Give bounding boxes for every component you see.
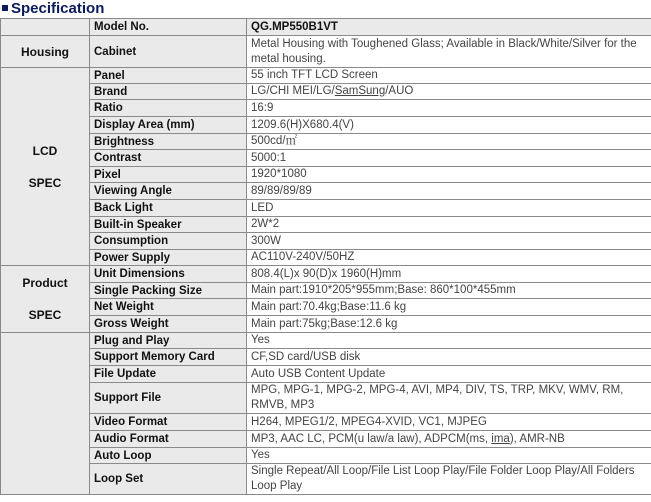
category-lcd-line2: SPEC (28, 175, 62, 190)
table-row (1, 134, 651, 150)
section-title (2, 0, 104, 18)
spec-value: Single Repeat/All Loop/File List Loop Play/File Folder Loop Play/All Folders Loop Play (247, 464, 651, 495)
spec-value (247, 431, 651, 448)
table-row (1, 383, 651, 414)
table-row (1, 117, 651, 134)
header-corner-cell (1, 19, 90, 36)
spec-value: 1209.6(H)X680.4(V) (247, 117, 651, 134)
spec-value: AC110V-240V/50HZ (247, 250, 651, 266)
spec-value: 89/89/89/89 (247, 183, 651, 200)
table-row (1, 36, 651, 68)
spec-key: Consumption (90, 233, 247, 250)
spec-key: File Update (90, 366, 247, 383)
spec-key: Viewing Angle (90, 183, 247, 200)
category-product-line1: Product (22, 276, 68, 290)
table-row (1, 431, 651, 448)
audio-part-1: MP3, AAC LC, PCM(u law/a law), ADPCM(ms, (251, 432, 492, 445)
table-row (1, 183, 651, 200)
table-header-row (1, 19, 651, 36)
spec-key: Loop Set (90, 464, 247, 495)
table-row (1, 84, 651, 100)
spec-value: Auto USB Content Update (247, 366, 651, 383)
specification-table (0, 18, 651, 495)
brand-part-2: SamSung (334, 85, 386, 97)
table-row (1, 366, 651, 383)
spec-key: Pixel (90, 167, 247, 183)
spec-key: Gross Weight (90, 316, 247, 333)
table-row (1, 349, 651, 366)
spec-value: 500cd/㎡ (247, 134, 651, 150)
table-row (1, 100, 651, 117)
spec-value (247, 84, 651, 100)
spec-key: Net Weight (90, 299, 247, 316)
spec-key: Panel (90, 68, 247, 84)
model-value: QG.MP550B1VT (247, 19, 651, 36)
table-row (1, 299, 651, 316)
spec-key: Auto Loop (90, 448, 247, 464)
spec-key: Video Format (90, 414, 247, 431)
spec-key: Power Supply (90, 250, 247, 266)
spec-value: Main part:70.4kg;Base:11.6 kg (247, 299, 651, 316)
table-row (1, 448, 651, 464)
spec-key: Support File (90, 383, 247, 414)
spec-key: Audio Format (90, 431, 247, 448)
spec-key: Cabinet (90, 36, 247, 68)
spec-key: Plug and Play (90, 333, 247, 349)
table-row (1, 333, 651, 349)
spec-value: 808.4(L)x 90(D)x 1960(H)mm (247, 266, 651, 283)
spec-value: LED (247, 200, 651, 217)
spec-value: Metal Housing with Toughened Glass; Available in Black/White/Silver for the metal housing. (247, 36, 651, 68)
category-product-line2: SPEC (28, 308, 62, 322)
table-row (1, 167, 651, 183)
spec-value: H264, MPEG1/2, MPEG4-XVID, VC1, MJPEG (247, 414, 651, 431)
category-functions (1, 333, 90, 495)
category-housing: Housing (1, 36, 90, 68)
spec-value: Main part:75kg;Base:12.6 kg (247, 316, 651, 333)
spec-value: Yes (247, 448, 651, 464)
spec-key: Support Memory Card (90, 349, 247, 366)
table-row (1, 217, 651, 233)
spec-value: 300W (247, 233, 651, 250)
spec-key: Brand (90, 84, 247, 100)
spec-value: Main part:1910*205*955mm;Base: 860*100*455mm (247, 283, 651, 299)
brand-part-3: /AUO (385, 85, 414, 97)
audio-part-2: ima (491, 432, 510, 445)
category-lcd (1, 68, 90, 266)
audio-part-3: ), AMR-NB (509, 432, 565, 445)
table-row (1, 250, 651, 266)
table-row (1, 283, 651, 299)
spec-value: 16:9 (247, 100, 651, 117)
table-row (1, 200, 651, 217)
spec-key: Display Area (mm) (90, 117, 247, 134)
brand-part-1: LG/CHI MEI/LG/ (251, 85, 335, 97)
section-title-text: Specification (11, 0, 105, 17)
spec-value: 55 inch TFT LCD Screen (247, 68, 651, 84)
square-bullet-icon (2, 5, 8, 11)
table-row (1, 68, 651, 84)
spec-key: Unit Dimensions (90, 266, 247, 283)
model-label: Model No. (90, 19, 247, 36)
table-row (1, 233, 651, 250)
category-lcd-line1: LCD (32, 143, 58, 158)
table-row (1, 316, 651, 333)
spec-value: 1920*1080 (247, 167, 651, 183)
spec-key: Back Light (90, 200, 247, 217)
spec-value: 2W*2 (247, 217, 651, 233)
spec-key: Contrast (90, 150, 247, 167)
spec-value: 5000:1 (247, 150, 651, 167)
spec-key: Single Packing Size (90, 283, 247, 299)
spec-value: CF,SD card/USB disk (247, 349, 651, 366)
category-product (1, 266, 90, 333)
spec-key: Brightness (90, 134, 247, 150)
spec-key: Ratio (90, 100, 247, 117)
spec-value: MPG, MPG-1, MPG-2, MPG-4, AVI, MP4, DIV, TS, TRP, MKV, WMV, RM, RMVB, MP3 (247, 383, 651, 414)
table-row (1, 464, 651, 495)
spec-value: Yes (247, 333, 651, 349)
table-row (1, 266, 651, 283)
spec-key: Built-in Speaker (90, 217, 247, 233)
table-row (1, 414, 651, 431)
table-row (1, 150, 651, 167)
